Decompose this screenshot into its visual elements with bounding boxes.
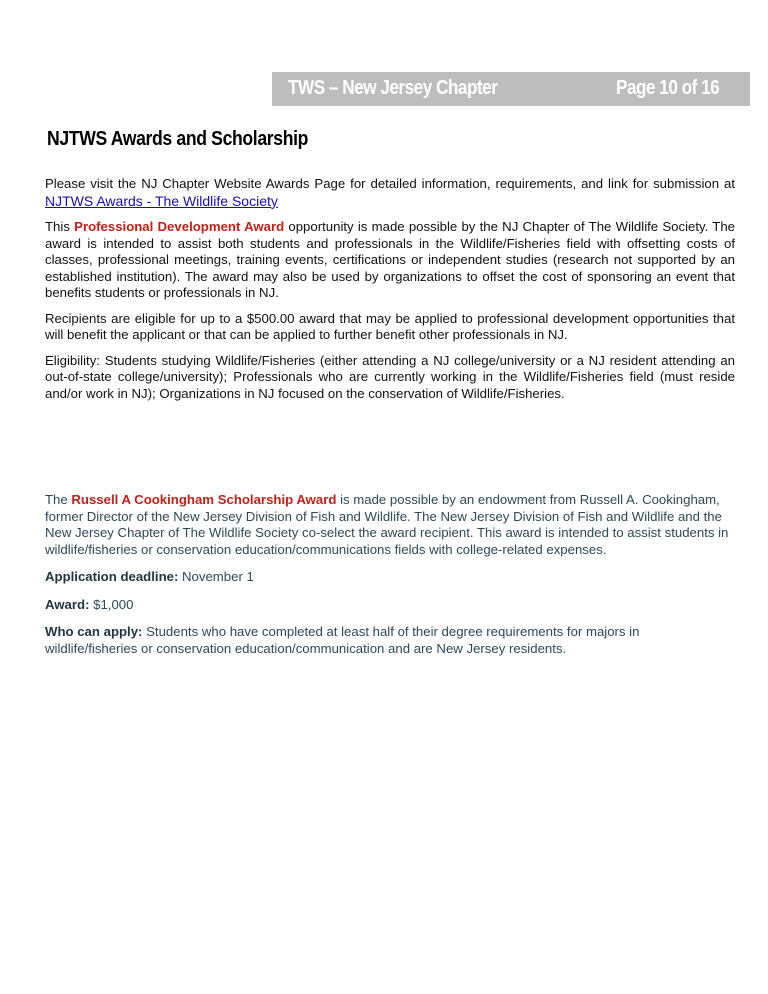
page-number: Page 10 of 16 (616, 77, 720, 99)
sch-pre-text: The (45, 492, 72, 507)
intro-paragraph (45, 176, 735, 210)
awards-page-link[interactable]: NJTWS Awards - The Wildlife Society (45, 192, 278, 209)
pd-award-name: Professional Development Award (74, 219, 285, 234)
scholarship-paragraph (45, 492, 735, 558)
who-line (45, 624, 735, 657)
award-line (45, 597, 735, 614)
chapter-title: TWS – New Jersey Chapter (288, 77, 498, 99)
eligibility-paragraph: Eligibility: Students studying Wildlife/Fisheries (either attending a NJ college/university or a NJ resident attending an out-of-state college/university); Professionals who are currently working in the Wildlife/Fisheries field (must reside and/or work in NJ); Organizations in NJ focused on the conservation of Wildlife/Fisheries. (45, 352, 735, 401)
page-header-bar (272, 72, 750, 106)
deadline-line (45, 569, 735, 586)
deadline-value: November 1 (178, 569, 254, 584)
award-value: $1,000 (89, 596, 134, 612)
scholarship-name: Russell A Cookingham Scholarship Award (71, 492, 337, 507)
pd-award-paragraph (45, 219, 735, 302)
scholarship-section (45, 492, 735, 668)
who-label: Who can apply: (45, 624, 143, 639)
pd-post-text: opportunity is made possible by the NJ Chapter of The Wildlife Society. The award is intended to assist both students and professionals in the Wildlife/Fisheries field with offsetting costs of classes, professional meetings, training events, certifications or independent studies (research not supported by an established institution). The award may also be used by organizations to offset the cost of sponsoring an event that benefits students or professionals in NJ. (45, 219, 735, 300)
intro-text: Please visit the NJ Chapter Website Awards Page for detailed information, requirements, and link for submission at (45, 176, 735, 191)
section-title: NJTWS Awards and Scholarship (47, 128, 309, 150)
recipients-paragraph: Recipients are eligible for up to a $500.00 award that may be applied to professional development opportunities that will benefit the applicant or that can be applied to further benefit other professionals in NJ. (45, 310, 735, 342)
pd-pre-text: This (45, 219, 75, 234)
award-label: Award: (45, 596, 90, 612)
awards-content (45, 176, 735, 411)
sch-post-text: is made possible by an endowment from Russell A. Cookingham, former Director of the New Jersey Division of Fish and Wildlife. The New Jersey Division of Fish and Wildlife and the New Jersey Chapter of The Wildlife Society co-select the award recipient. This award is intended to assist students in wildlife/fisheries or conservation education/communications fields with college-related expenses. (45, 492, 729, 557)
deadline-label: Application deadline: (45, 569, 179, 584)
who-value: Students who have completed at least half of their degree requirements for majors in wildlife/fisheries or conservation education/communication and are New Jersey residents. (45, 624, 640, 656)
